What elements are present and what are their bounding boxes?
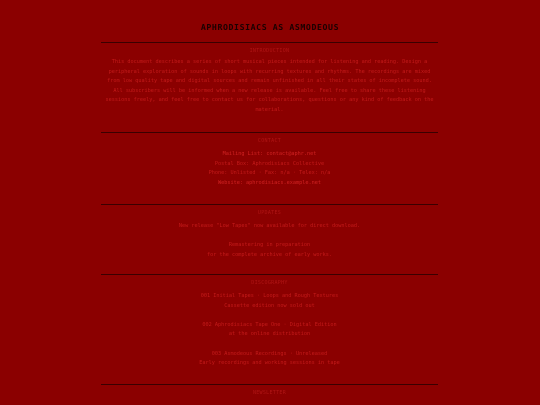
divider — [101, 132, 438, 133]
release-line: at the online distribution — [228, 331, 311, 338]
about-section — [101, 47, 438, 116]
contact-heading: CONTACT — [257, 138, 282, 144]
footer-heading: NEWSLETTER — [252, 390, 287, 396]
releases-section — [101, 279, 438, 369]
contact-line: Phone: Unlisted · Fax: n/a · Telex: n/a — [208, 170, 331, 177]
release-line: 002 Aphrodisiacs Tape One · Digital Edition — [202, 321, 337, 328]
news-section — [101, 209, 438, 260]
news-line: Remastering in preparation — [228, 242, 311, 249]
contact-line: Mailing List: contact@aphr.net — [222, 151, 317, 157]
release-line: Cassette edition now sold out — [224, 302, 315, 309]
news-heading: UPDATES — [257, 210, 282, 216]
website-link[interactable]: Website: aphrodisiacs.example.net — [217, 179, 322, 186]
footer-section — [101, 389, 438, 398]
divider — [101, 204, 438, 205]
about-heading: INTRODUCTION — [249, 48, 290, 54]
contact-section — [101, 137, 438, 188]
page-title: APHRODISIACS AS ASMODEOUS — [200, 22, 340, 32]
release-line: 003 Asmodeous Recordings · Unreleased — [211, 350, 328, 357]
contact-line: Postal Box: Aphrodisiacs Collective — [214, 160, 325, 167]
divider — [101, 384, 438, 385]
divider — [101, 42, 438, 43]
about-paragraph: This document describes a series of short musical pieces intended for listening and reading. Design a peripheral exploration of sounds in loops with recurring textures and rhythms. The recordings are mixed from low quality tape and digital sources and remain unfinished in all their states of incomplete sound. All subscribers will be informed when a new release is available. Feel free to share these listening sessions freely, and feel free to contact us for collaborations, questions or any kind of feedback on the material. — [105, 59, 434, 113]
releases-heading: DISCOGRAPHY — [251, 280, 288, 286]
release-line: 001 Initial Tapes · Loops and Rough Textures — [200, 293, 339, 299]
news-line: New release "Low Tapes" now available for direct download. — [178, 223, 361, 229]
news-line: for the complete archive of early works. — [207, 251, 332, 258]
release-line: Early recordings and working sessions in tape — [199, 360, 340, 367]
divider — [101, 274, 438, 275]
